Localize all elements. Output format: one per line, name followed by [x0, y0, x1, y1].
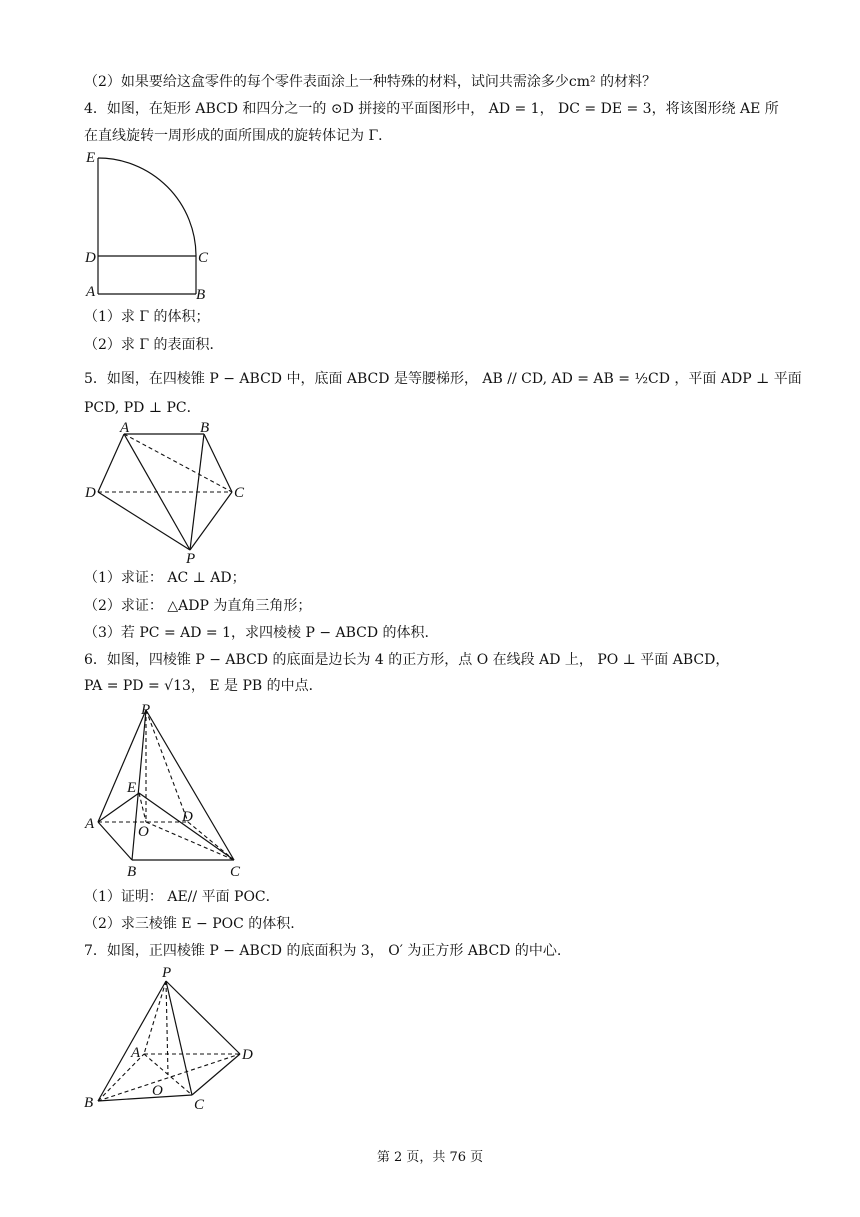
q5-stem-line2: PCD, PD ⊥ PC．: [84, 400, 201, 416]
q7-stem-line1: 7．如图，正四棱锥 P − ABCD 的底面积为 3， O′ 为正方形 ABCD 的中心.: [84, 943, 562, 959]
figure-q6: [84, 700, 254, 889]
figure-q4-svg: [84, 146, 224, 306]
q6-part2-text: （2）求三棱锥 E − POC 的体积.: [84, 916, 295, 932]
label-C: C: [198, 250, 209, 266]
label-D: D: [182, 809, 193, 825]
label-C: C: [194, 1097, 205, 1113]
label-B: B: [196, 287, 206, 303]
q5-part1-text: （1）求证： AC ⊥ AD；: [84, 570, 246, 586]
q5-part3-text: （3）若 PC = AD = 1，求四棱棱 P − ABCD 的体积.: [84, 625, 429, 641]
figure-q7: [84, 965, 264, 1119]
q6-part1-text: （1）证明： AE// 平面 POC．: [84, 889, 280, 905]
q5-part2-text: （2）求证： △ADP 为直角三角形；: [84, 598, 312, 614]
label-A: A: [86, 284, 96, 300]
q5-stem-line1: 5．如图，在四棱锥 P − ABCD 中，底面 ABCD 是等腰梯形， AB // CD, AD = AB = ½CD ，平面 ADP ⊥ 平面: [84, 371, 802, 387]
q4-part2-text: （2）求 Γ 的表面积．: [84, 337, 224, 353]
label-D: D: [242, 1047, 253, 1063]
label-B: B: [127, 864, 137, 880]
label-D: D: [85, 250, 96, 266]
label-A: A: [131, 1045, 141, 1061]
label-C: C: [234, 485, 245, 501]
label-P: P: [186, 551, 196, 567]
label-E: E: [86, 150, 96, 166]
label-D: D: [85, 485, 96, 501]
q4-part1-text: （1）求 Γ 的体积；: [84, 309, 210, 325]
label-B: B: [84, 1095, 94, 1111]
figure-q7-svg: [84, 965, 264, 1115]
label-C: C: [230, 864, 241, 880]
q4-stem-line1: 4．如图，在矩形 ABCD 和四分之一的 ⊙D 拼接的平面图形中， AD = 1， DC = DE = 3，将该图形绕 AE 所: [84, 101, 779, 117]
figure-q5-svg: [84, 420, 254, 565]
label-B: B: [200, 420, 210, 436]
label-E: E: [127, 780, 137, 796]
label-A: A: [85, 816, 95, 832]
label-P: P: [141, 702, 151, 718]
q6-stem-line2: PA = PD = √13， E 是 PB 的中点．: [84, 678, 323, 694]
q6-stem-line1: 6．如图，四棱锥 P − ABCD 的底面是边长为 4 的正方形，点 O 在线段 AD 上， PO ⊥ 平面 ABCD，: [84, 652, 730, 668]
figure-q4: [84, 146, 224, 310]
label-A: A: [120, 420, 130, 436]
label-O: O: [138, 824, 149, 840]
q3-part2-text: （2）如果要给这盒零件的每个零件表面涂上一种特殊的材料，试问共需涂多少cm² 的材料？: [84, 74, 657, 90]
page-footer: 第 2 页，共 76 页: [376, 1150, 484, 1165]
figure-q5: [84, 420, 254, 569]
figure-q6-svg: [84, 700, 254, 885]
q4-stem-line2: 在直线旋转一周形成的面所围成的旋转体记为 Γ．: [84, 128, 393, 144]
label-O: O: [152, 1083, 163, 1099]
label-P: P: [162, 965, 172, 981]
